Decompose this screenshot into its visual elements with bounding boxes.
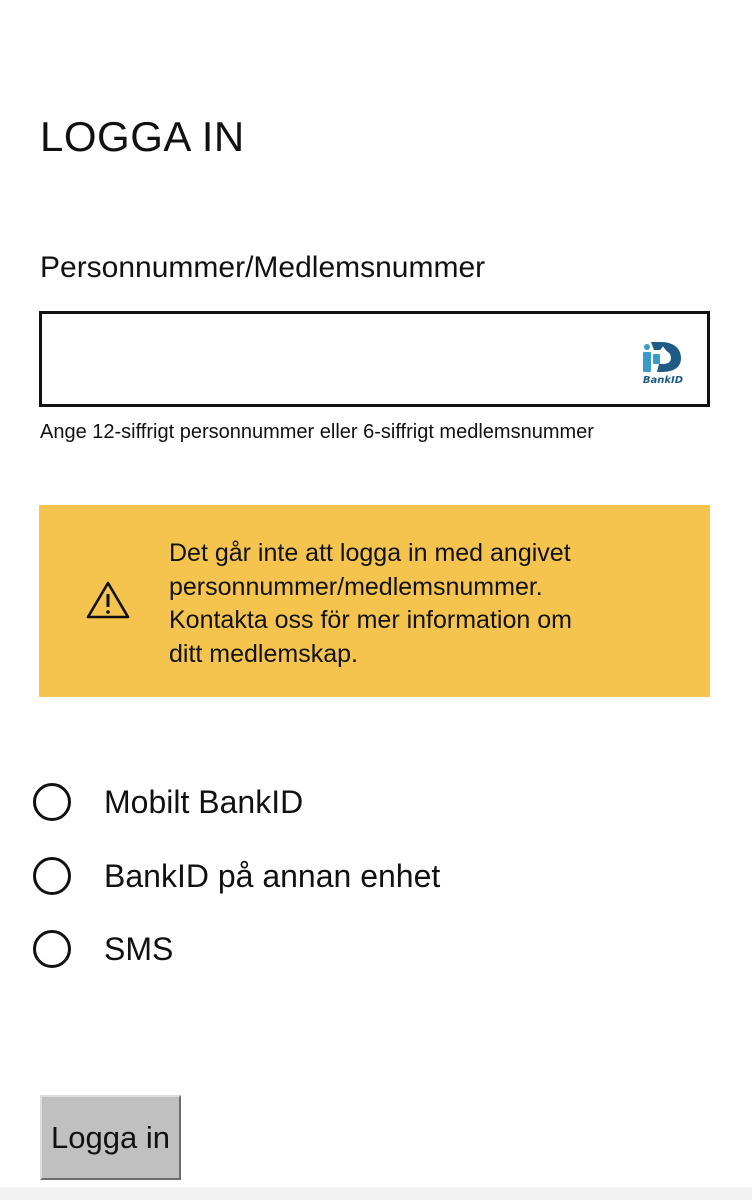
radio-label-bankid-other-device[interactable]: BankID på annan enhet bbox=[104, 858, 441, 894]
login-method-mobile-bankid[interactable] bbox=[33, 778, 303, 826]
warning-alert-line: personnummer/medlemsnummer. bbox=[169, 572, 543, 601]
id-number-input[interactable] bbox=[42, 314, 622, 404]
id-number-label: Personnummer/Medlemsnummer bbox=[40, 251, 486, 284]
radio-label-sms[interactable]: SMS bbox=[104, 931, 174, 967]
bankid-logo-text: BankID bbox=[642, 375, 684, 386]
warning-triangle-icon bbox=[85, 580, 131, 620]
radio-sms[interactable] bbox=[33, 930, 71, 968]
radio-label-mobile-bankid[interactable]: Mobilt BankID bbox=[104, 784, 304, 820]
page-title: LOGGA IN bbox=[40, 113, 245, 160]
warning-alert-line: Kontakta oss för mer information om bbox=[169, 606, 572, 634]
warning-alert-line: Det går inte att logga in med angivet bbox=[169, 539, 571, 567]
warning-alert-text bbox=[169, 537, 669, 671]
login-method-sms[interactable] bbox=[33, 925, 173, 973]
warning-alert-line: ditt medlemskap. bbox=[169, 639, 358, 668]
radio-bankid-other-device[interactable] bbox=[33, 857, 71, 895]
login-submit-button[interactable]: Logga in bbox=[40, 1095, 181, 1180]
bottom-bar bbox=[0, 1187, 752, 1200]
bankid-logo-mark bbox=[643, 342, 681, 372]
id-number-hint: Ange 12-siffrigt personnummer eller 6-siffrigt medlemsnummer bbox=[40, 421, 594, 443]
bankid-logo-icon bbox=[637, 334, 689, 386]
id-number-field-container bbox=[39, 311, 710, 407]
radio-mobile-bankid[interactable] bbox=[33, 783, 71, 821]
login-method-bankid-other-device[interactable] bbox=[33, 852, 440, 900]
